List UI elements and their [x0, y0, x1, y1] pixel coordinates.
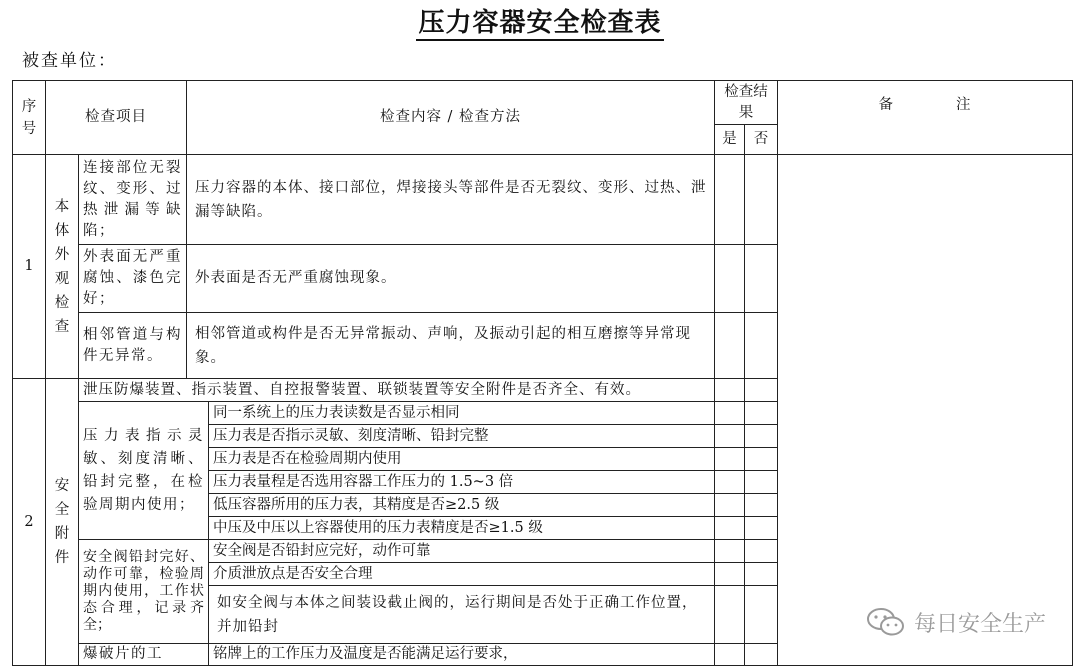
section2-category: 安全附件	[46, 379, 79, 666]
header-remark: 备 注	[778, 81, 1073, 155]
result-no-cell[interactable]	[745, 644, 778, 666]
result-yes-cell[interactable]	[715, 471, 745, 494]
result-yes-cell[interactable]	[715, 313, 745, 379]
result-yes-cell[interactable]	[715, 402, 745, 425]
header-result: 检查结果	[715, 81, 778, 125]
section1-seq: 1	[13, 155, 46, 379]
section1-item: 连接部位无裂纹、变形、过热泄漏等缺陷；	[79, 155, 187, 245]
result-yes-cell[interactable]	[715, 155, 745, 245]
inspected-unit-label: 被查单位：	[22, 51, 117, 71]
result-no-cell[interactable]	[745, 313, 778, 379]
section1-content: 压力容器的本体、接口部位，焊接接头等部件是否无裂纹、变形、过热、泄漏等缺陷。	[187, 155, 715, 245]
section2-general: 泄压防爆装置、指示装置、自控报警装置、联锁装置等安全附件是否齐全、有效。	[79, 379, 715, 402]
result-yes-cell[interactable]	[715, 245, 745, 313]
result-yes-cell[interactable]	[715, 379, 745, 402]
gauge-check: 压力表是否在检验周期内使用	[209, 448, 715, 471]
wechat-icon	[866, 606, 906, 638]
result-no-cell[interactable]	[745, 471, 778, 494]
header-content: 检查内容 / 检查方法	[187, 81, 715, 155]
result-yes-cell[interactable]	[715, 448, 745, 471]
result-yes-cell[interactable]	[715, 425, 745, 448]
result-yes-cell[interactable]	[715, 517, 745, 540]
result-no-cell[interactable]	[745, 245, 778, 313]
result-no-cell[interactable]	[745, 563, 778, 586]
section1-item: 相邻管道与构件无异常。	[79, 313, 187, 379]
gauge-check: 同一系统上的压力表读数是否显示相同	[209, 402, 715, 425]
section1-category: 本体外观检查	[46, 155, 79, 379]
valve-check: 如安全阀与本体之间装设截止阀的，运行期间是否处于正确工作位置，并加铅封	[209, 586, 715, 644]
gauge-check: 压力表量程是否选用容器工作压力的 1.5~3 倍	[209, 471, 715, 494]
watermark	[866, 606, 1046, 638]
valve-item: 安全阀铅封完好、动作可靠，检验周期内使用，工作状态合理，记录齐全；	[79, 540, 209, 644]
gauge-check: 中压及中压以上容器使用的压力表精度是否≥1.5 级	[209, 517, 715, 540]
watermark-text: 每日安全生产	[913, 611, 1046, 637]
result-no-cell[interactable]	[745, 379, 778, 402]
result-no-cell[interactable]	[745, 494, 778, 517]
page-title: 压力容器安全检查表	[0, 2, 1080, 39]
burst-check: 铭牌上的工作压力及温度是否能满足运行要求，	[209, 644, 715, 666]
result-yes-cell[interactable]	[715, 563, 745, 586]
section2-seq: 2	[13, 379, 46, 666]
burst-item: 爆破片的工	[79, 644, 209, 666]
header-item: 检查项目	[46, 81, 187, 155]
result-no-cell[interactable]	[745, 448, 778, 471]
gauge-item: 压力表指示灵敏、刻度清晰、铅封完整，在检验周期内使用；	[79, 402, 209, 540]
valve-check: 安全阀是否铅封应完好，动作可靠	[209, 540, 715, 563]
section1-content: 相邻管道或构件是否无异常振动、声响，及振动引起的相互磨擦等异常现象。	[187, 313, 715, 379]
header-no: 否	[745, 125, 778, 155]
header-yes: 是	[715, 125, 745, 155]
section1-item: 外表面无严重腐蚀、漆色完好；	[79, 245, 187, 313]
result-yes-cell[interactable]	[715, 540, 745, 563]
result-no-cell[interactable]	[745, 155, 778, 245]
remark-cell[interactable]	[778, 155, 1073, 666]
result-no-cell[interactable]	[745, 517, 778, 540]
gauge-check: 低压容器所用的压力表，其精度是否≥2.5 级	[209, 494, 715, 517]
section1-content: 外表面是否无严重腐蚀现象。	[187, 245, 715, 313]
result-no-cell[interactable]	[745, 586, 778, 644]
result-yes-cell[interactable]	[715, 586, 745, 644]
gauge-check: 压力表是否指示灵敏、刻度清晰、铅封完整	[209, 425, 715, 448]
inspection-table	[12, 80, 1073, 666]
header-seq: 序号	[13, 81, 46, 155]
result-no-cell[interactable]	[745, 425, 778, 448]
result-no-cell[interactable]	[745, 402, 778, 425]
result-no-cell[interactable]	[745, 540, 778, 563]
valve-check: 介质泄放点是否安全合理	[209, 563, 715, 586]
result-yes-cell[interactable]	[715, 644, 745, 666]
result-yes-cell[interactable]	[715, 494, 745, 517]
